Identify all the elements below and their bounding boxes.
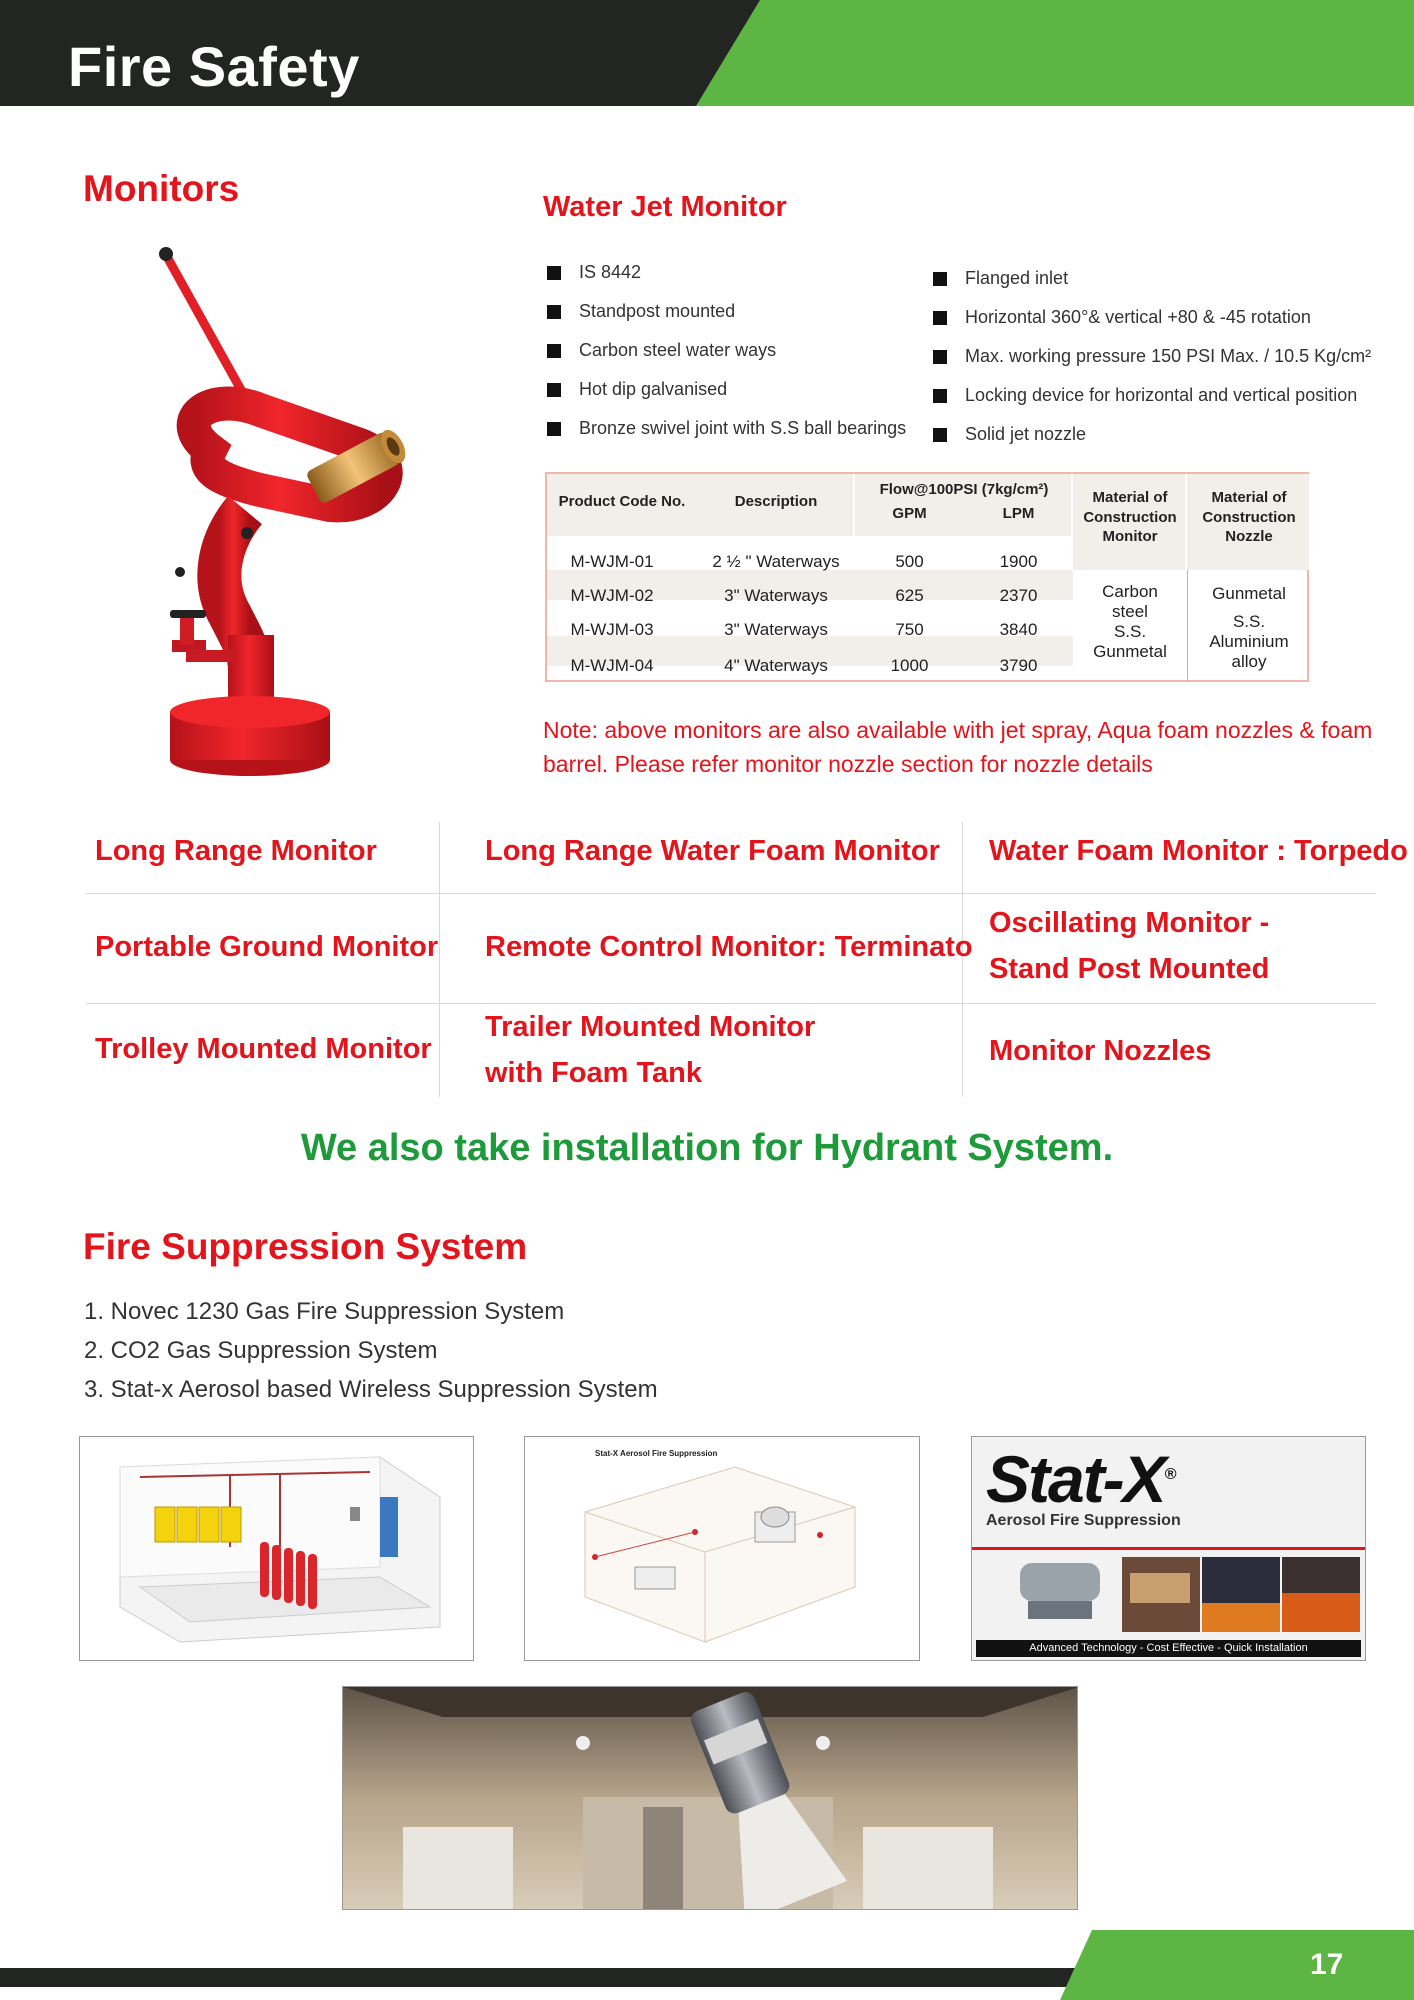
bullet-square-icon bbox=[933, 350, 947, 364]
monitor-note: Note: above monitors are also available with jet spray, Aqua foam nozzles & foam barrel. Please refer monitor nozzle section for nozzle details bbox=[543, 717, 1373, 777]
cell-code: M-WJM-02 bbox=[570, 586, 654, 605]
monitor-type-oscillating: Oscillating Monitor - Stand Post Mounted bbox=[989, 907, 1270, 985]
water-jet-monitor-title: Water Jet Monitor bbox=[543, 191, 787, 223]
monitor-types-grid bbox=[86, 822, 1408, 1097]
bullet-square-icon bbox=[933, 428, 947, 442]
feature-item bbox=[933, 298, 1403, 337]
statx-system-diagram bbox=[524, 1436, 920, 1661]
cell-code: M-WJM-03 bbox=[570, 620, 654, 639]
statx-tagline: Aerosol Fire Suppression bbox=[986, 1512, 1181, 1529]
monitor-type-water-foam-torpedo: Water Foam Monitor : Torpedo bbox=[989, 835, 1408, 867]
bullet-square-icon bbox=[933, 272, 947, 286]
feature-text: IS 8442 bbox=[579, 262, 642, 282]
feature-item bbox=[933, 337, 1403, 376]
feature-text: Locking device for horizontal and vertical position bbox=[965, 385, 1358, 405]
col-header-material-nozzle: Material of Construction Nozzle bbox=[1202, 489, 1296, 545]
bullet-square-icon bbox=[547, 266, 561, 280]
feature-text: Flanged inlet bbox=[965, 268, 1069, 288]
col-header-code: Product Code No. bbox=[558, 493, 686, 510]
bullet-square-icon bbox=[547, 383, 561, 397]
cell-material-nozzle: Gunmetal S.S. Aluminium alloy bbox=[1209, 584, 1289, 671]
features-left-list bbox=[547, 253, 927, 448]
cell-description: 2 ½ " Waterways bbox=[712, 552, 840, 571]
feature-item bbox=[933, 259, 1403, 298]
cell-lpm: 1900 bbox=[999, 552, 1038, 571]
water-jet-monitor-image bbox=[150, 240, 450, 780]
statx-footer-strip: Advanced Technology - Cost Effective - Quick Installation bbox=[976, 1640, 1361, 1657]
monitors-title: Monitors bbox=[83, 168, 240, 209]
feature-item bbox=[547, 331, 927, 370]
cell-material-monitor: Carbon steel S.S. Gunmetal bbox=[1093, 582, 1167, 661]
list-item: 1. Novec 1230 Gas Fire Suppression System bbox=[84, 1298, 565, 1325]
cell-lpm: 2370 bbox=[999, 586, 1038, 605]
cell-gpm: 1000 bbox=[890, 656, 929, 675]
feature-item bbox=[547, 292, 927, 331]
page-header bbox=[0, 0, 1414, 106]
feature-text: Carbon steel water ways bbox=[579, 340, 777, 360]
page-title: Fire Safety bbox=[68, 35, 360, 98]
feature-text: Solid jet nozzle bbox=[965, 424, 1087, 444]
list-item: 3. Stat-x Aerosol based Wireless Suppression System bbox=[84, 1376, 658, 1403]
bullet-square-icon bbox=[547, 422, 561, 436]
monitor-type-trailer-mounted: Trailer Mounted Monitor with Foam Tank bbox=[485, 1011, 816, 1089]
statx-logo: Stat-X® bbox=[986, 1442, 1175, 1516]
features-right-list bbox=[933, 259, 1403, 454]
cell-lpm: 3840 bbox=[999, 620, 1038, 639]
cell-code: M-WJM-04 bbox=[570, 656, 654, 675]
feature-item bbox=[547, 253, 927, 292]
bullet-square-icon bbox=[933, 389, 947, 403]
col-header-lpm: LPM bbox=[1002, 505, 1035, 522]
monitor-type-long-range-water-foam: Long Range Water Foam Monitor bbox=[485, 835, 940, 867]
fire-suppression-list bbox=[84, 1292, 658, 1409]
col-header-gpm: GPM bbox=[892, 505, 927, 522]
grid-divider bbox=[86, 893, 1376, 894]
feature-text: Horizontal 360°& vertical +80 & -45 rotation bbox=[965, 307, 1311, 327]
feature-text: Standpost mounted bbox=[579, 301, 736, 321]
water-jet-monitor-spec-table bbox=[545, 472, 1309, 682]
monitor-type-long-range: Long Range Monitor bbox=[95, 835, 377, 867]
page-number: 17 bbox=[1310, 1948, 1344, 1981]
cell-description: 3" Waterways bbox=[724, 620, 828, 639]
monitor-type-nozzles: Monitor Nozzles bbox=[989, 1035, 1212, 1067]
cell-lpm: 3790 bbox=[999, 656, 1038, 675]
feature-text: Hot dip galvanised bbox=[579, 379, 728, 399]
statx-room-photo bbox=[342, 1686, 1078, 1910]
monitor-type-portable-ground: Portable Ground Monitor bbox=[95, 931, 439, 963]
grid-divider bbox=[439, 822, 440, 1097]
diagram-title: Stat-X Aerosol Fire Suppression bbox=[595, 1449, 718, 1458]
cell-gpm: 750 bbox=[895, 620, 924, 639]
list-item: 2. CO2 Gas Suppression System bbox=[84, 1337, 438, 1364]
feature-item bbox=[933, 376, 1403, 415]
feature-item bbox=[933, 415, 1403, 454]
col-header-material-monitor: Material of Construction Monitor bbox=[1083, 489, 1177, 545]
feature-item bbox=[547, 409, 927, 448]
fire-suppression-title: Fire Suppression System bbox=[83, 1226, 528, 1267]
statx-brochure-image bbox=[971, 1436, 1366, 1661]
bullet-square-icon bbox=[547, 305, 561, 319]
col-header-description: Description bbox=[734, 493, 818, 510]
cell-description: 4" Waterways bbox=[724, 656, 828, 675]
cell-description: 3" Waterways bbox=[724, 586, 828, 605]
feature-text: Bronze swivel joint with S.S ball bearings bbox=[579, 418, 907, 438]
bullet-square-icon bbox=[547, 344, 561, 358]
cell-gpm: 500 bbox=[895, 552, 924, 571]
monitor-type-trolley-mounted: Trolley Mounted Monitor bbox=[95, 1033, 432, 1065]
feature-text: Max. working pressure 150 PSI Max. / 10.5 Kg/cm² bbox=[965, 346, 1372, 366]
feature-item bbox=[547, 370, 927, 409]
col-header-flow: Flow@100PSI (7kg/cm²) bbox=[879, 481, 1049, 498]
bullet-square-icon bbox=[933, 311, 947, 325]
monitor-type-remote-control: Remote Control Monitor: Terminato bbox=[485, 931, 973, 963]
cell-gpm: 625 bbox=[895, 586, 924, 605]
footer-green-band bbox=[0, 1930, 1414, 2000]
hydrant-installation-line: We also take installation for Hydrant System. bbox=[300, 1127, 1114, 1169]
novec-system-diagram bbox=[79, 1436, 474, 1661]
cell-code: M-WJM-01 bbox=[570, 552, 654, 571]
